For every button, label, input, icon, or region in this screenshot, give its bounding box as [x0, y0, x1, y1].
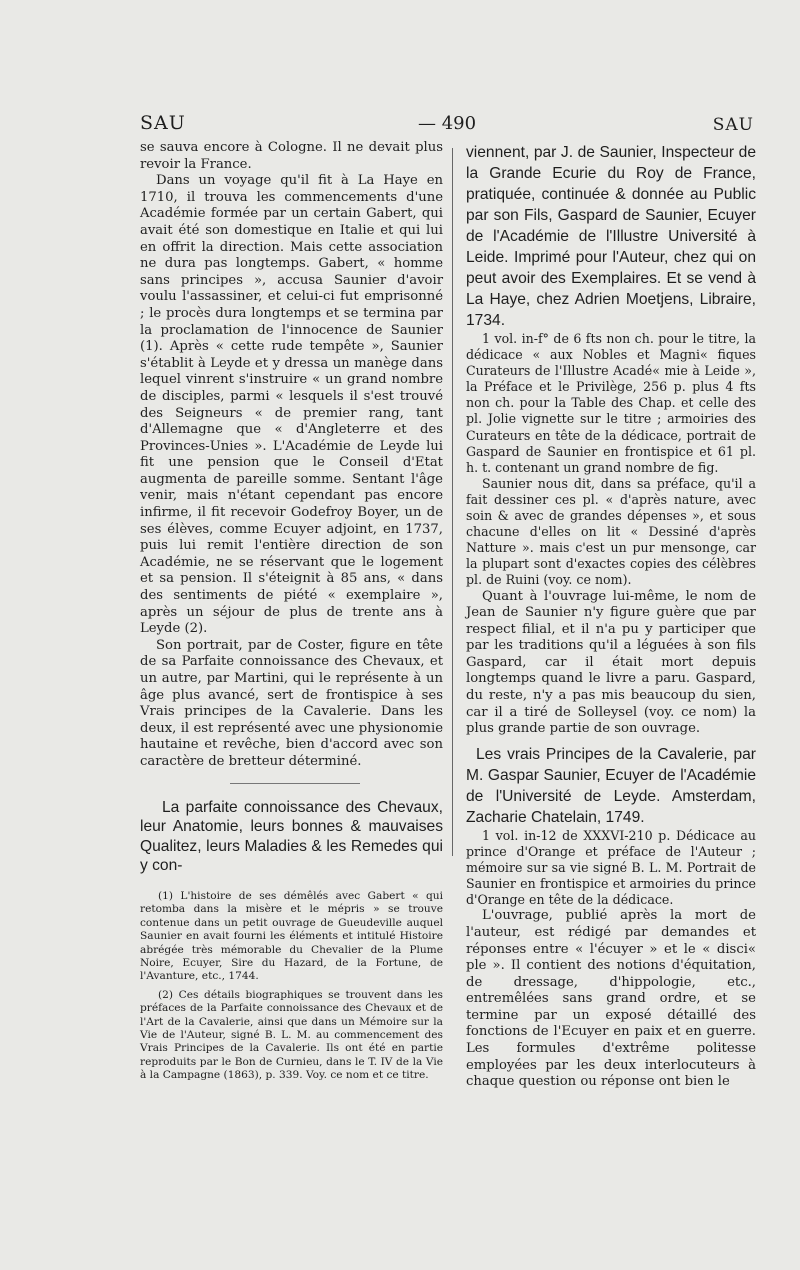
page-number: — 490 [418, 113, 477, 134]
entry-commentary-1: Saunier nous dit, dans sa préface, qu'il a fait dessiner ces pl. « d'après nature, avec soin & avec de grandes dépenses », et sous chacune d'elles on lit « Dessiné d'après Natture ». mais c'est un pur mensonge, car la plupart sont d'exactes copies des célèbres pl. de Ruini (voy. ce nom). [466, 475, 756, 588]
paragraph-quant: Quant à l'ouvrage lui-même, le nom de Jean de Saunier n'y figure guère que par respect filial, et il n'a pu y participer que par les traditions qu'il a léguées à son fils Gaspard, car il était mort depuis longtemps quand le livre a paru. Gaspard, du reste, n'y a pas mis beaucoup du sien, car il a tiré de Solleysel (voy. ce nom) la plus grande partie de son ouvrage. [466, 588, 756, 737]
section-divider [230, 783, 360, 784]
paragraph-cologne: se sauva encore à Cologne. Il ne devait plus revoir la France. [140, 140, 443, 172]
running-head-left: SAU [140, 112, 186, 134]
entry-description-1: 1 vol. in-f° de 6 fts non ch. pour le titre, la dédicace « aux Nobles et Magni« fiques Curateurs de l'Illustre Acadé« mie à Leide », la Préface et le Privilège, 256 p. plus 4 fts non ch. pour la Table des Chap. et celle des pl. Jolie vignette sur le titre ; armoiries des Curateurs en tête de la dédicace, portrait de Gaspard de Saunier en frontispice et 61 pl. h. t. contenant un grand nombre de fig. [466, 331, 756, 475]
left-column [140, 140, 443, 1088]
paragraph-portrait: Son portrait, par de Coster, figure en tête de sa Parfaite connoissance des Chevaux, et un autre, par Martini, qui le représente à un âge plus avancé, sert de frontispice à ses Vrais principes de la Cavalerie. Dans les deux, il est représenté avec une physionomie hautaine et revêche, bien d'accord avec son caractère de bretteur déterminé. [140, 637, 443, 769]
footnote-1: (1) L'histoire de ses démêlés avec Gabert « qui retomba dans la misère et le mépris » se trouve contenue dans un petit ouvrage de Gueudeville auquel Saunier en avait fourni les éléments et intitulé Histoire abrégée très mémorable du Chevalier de la Plume Noire, Ecuyer, Sire du Hazard, de la Fortune, de l'Avanture, etc., 1744. [140, 889, 443, 983]
column-divider [452, 148, 453, 856]
entry-title-vrais-principes: Les vrais Principes de la Cavalerie, par M. Gaspar Saunier, Ecuyer de l'Académie de l'Université de Leyde. Amsterdam, Zacharie Chatelain, 1749. [466, 745, 756, 826]
footnote-2: (2) Ces détails biographiques se trouvent dans les préfaces de la Parfaite connoissance des Chevaux et de l'Art de la Cavalerie, ainsi que dans un Mémoire sur la Vie de l'Auteur, signé B. L. M. au commencement des Vrais Principes de la Cavalerie. Ils ont été en partie reproduits par le Bon de Curnieu, dans le T. IV de la Vie à la Campagne (1863), p. 339. Voy. ce nom et ce titre. [140, 988, 443, 1082]
running-head [0, 112, 800, 140]
paragraph-biography: Dans un voyage qu'il fit à La Haye en 1710, il trouva les commencements d'une Académie formée par un certain Gabert, qui avait été son domestique en Italie et qui lui en offrit la direction. Mais cette association ne dura pas longtemps. Gabert, « homme sans principes », accusa Saunier d'avoir voulu l'assassiner, et celui-ci fut emprisonné ; le procès dura longtemps et se termina par la proclamation de l'innocence de Saunier (1). Après « cette rude tempête », Saunier s'établit à Leyde et y dressa un manège dans lequel vinrent s'instruire « un grand nombre de disciples, parmi « lesquels il s'est trouvé des Seigneurs « de premier rang, tant d'Allemagne que « d'Angleterre et des Provinces-Unies ». L'Académie de Leyde lui fit une pension que le Conseil d'Etat augmenta de pareille somme. Sentant l'âge venir, mais n'étant cependant pas encore infirme, il fit recevoir Godefroy Boyer, un de ses élèves, comme Ecuyer adjoint, en 1737, puis lui remit l'entière direction de son Académie, ne se réservant que le logement et sa pension. Il s'éteignit à 85 ans, « dans des sentiments de piété « exemplaire », après un séjour de plus de trente ans à Leyde (2). [140, 173, 443, 637]
entry-title-parfaite-connoissance: La parfaite connoissance des Chevaux, leur Anatomie, leurs bonnes & mauvaises Qualitez, leurs Maladies & les Remedes qui y con- [140, 798, 443, 875]
entry-commentary-2: L'ouvrage, publié après la mort de l'auteur, est rédigé par demandes et réponses entre « l'écuyer » et le « disci« ple ». Il contient des notions d'équitation, de dressage, d'hippologie, etc., entremêlées sans grand ordre, et se termine par un exposé détaillé des fonctions de l'Ecuyer en paix et en guerre. Les formules d'extrême politesse employées par les deux interlocuteurs à chaque question ou réponse ont bien le [466, 908, 756, 1090]
running-head-right: SAU [712, 115, 754, 135]
right-column [466, 142, 756, 1091]
footnotes [140, 890, 443, 1083]
entry-description-2: 1 vol. in-12 de XXXVI-210 p. Dédicace au prince d'Orange et préface de l'Auteur ; mémoire sur sa vie signé B. L. M. Portrait de Saunier en frontispice et armoiries du prince d'Orange en tête de la dédicace. [466, 827, 756, 908]
entry-title-continuation: viennent, par J. de Saunier, Inspecteur de la Grande Ecurie du Roy de France, pratiquée, continuée & donnée au Public par son Fils, Gaspard de Saunier, Ecuyer de l'Académie de l'Illustre Université à Leide. Imprimé pour l'Auteur, chez qui on peut avoir des Exemplaires. Et se vend à La Haye, chez Adrien Moetjens, Libraire, 1734. [466, 144, 756, 329]
